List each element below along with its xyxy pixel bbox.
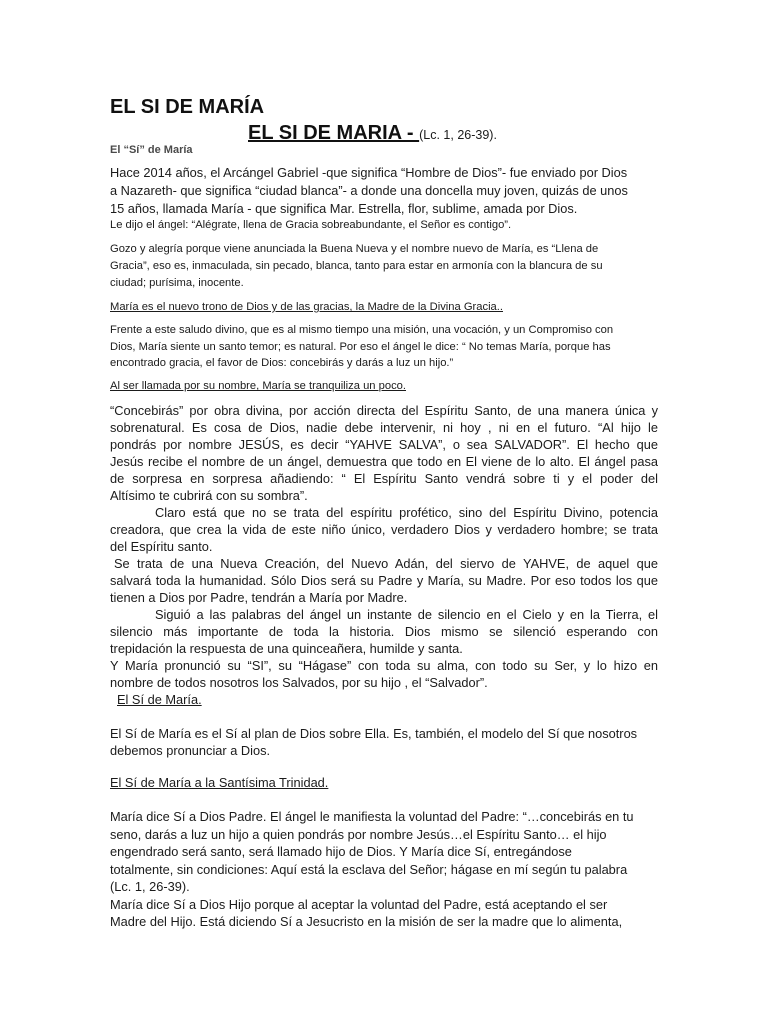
paragraph-line: tienen a Dios por Padre, tendrán a María por Madre.	[110, 590, 408, 605]
paragraph-line: Altísimo te cubrirá con su sombra”.	[110, 488, 308, 503]
paragraph-line: de sorpresa en sorpresa añadiendo: “ El Espíritu Santo vendrá sobre ti y el poder del	[110, 471, 658, 486]
document-title: EL SI DE MARÍA	[110, 96, 265, 118]
paragraph-line: seno, darás a luz un hijo a quien pondrás por nombre Jesús…el Espíritu Santo… el hijo	[110, 826, 607, 842]
section-heading-llamada: Al ser llamada por su nombre, María se tranquiliza un poco.	[110, 380, 406, 392]
paragraph-line: (Lc. 1, 26-39).	[110, 879, 190, 894]
paragraph-line: El Sí de María es el Sí al plan de Dios sobre Ella. Es, también, el modelo del Sí que nosotros	[110, 726, 638, 741]
angel-quote: Le dijo el ángel: “Alégrate, llena de Gracia sobreabundante, el Señor es contigo”.	[110, 219, 512, 231]
paragraph-line: 15 años, llamada María - que significa Mar. Estrella, flor, sublime, amada por Dios.	[110, 201, 578, 216]
paragraph-line: Madre del Hijo. Está diciendo Sí a Jesucristo en la misión de ser la madre que lo alimenta,	[110, 914, 623, 929]
section-heading-trono: María es el nuevo trono de Dios y de las gracias, la Madre de la Divina Gracia..	[110, 301, 503, 313]
paragraph-line: creadora, que crea la vida de este niño único, verdadero Dios y verdadero hombre; se trata	[110, 522, 658, 537]
paragraph-line: Dios, María siente un santo temor; es natural. Por eso el ángel le dice: “ No temas María, porque has	[110, 341, 611, 353]
heading-main: EL SI DE MARIA -	[248, 122, 420, 144]
paragraph-line: María dice Sí a Dios Padre. El ángel le manifiesta la voluntad del Padre: “…concebirás en tu	[110, 809, 634, 824]
paragraph-line: silencio más importante de toda la historia. Dios mismo se silenció esperando con	[110, 624, 658, 639]
paragraph-line: Gracia”, eso es, inmaculada, sin pecado, blanca, tanto para estar en armonía con la blancura de su	[110, 260, 603, 272]
paragraph-line: a Nazareth- que significa “ciudad blanca”- a donde una doncella muy joven, quizás de unos	[110, 183, 628, 198]
paragraph-line: salvará toda la humanidad. Sólo Dios será su Padre y María, su Madre. Por eso todos los que	[110, 573, 658, 588]
paragraph-line: sobrenatural. Es cosa de Dios, nadie debe intervenir, ni hoy , ni en el futuro. “Al hijo le	[110, 420, 658, 435]
paragraph-line: engendrado será santo, será llamado hijo de Dios. Y María dice Sí, entregándose	[110, 844, 572, 859]
paragraph-line: Hace 2014 años, el Arcángel Gabriel -que significa “Hombre de Dios”- fue enviado por Dios	[110, 165, 628, 180]
paragraph-line: encontrado gracia, el favor de Dios: concebirás y darás a luz un hijo.”	[110, 357, 454, 369]
paragraph-line: Y María pronunció su “SI”, su “Hágase” con toda su alma, con todo su Ser, y lo hizo en	[110, 658, 658, 673]
paragraph-line: debemos pronunciar a Dios.	[110, 743, 271, 758]
paragraph-line: María dice Sí a Dios Hijo porque al aceptar la voluntad del Padre, está aceptando el ser	[110, 896, 608, 912]
paragraph-line: trepidación la respuesta de una quinceañera, humilde y santa.	[110, 641, 463, 656]
paragraph-line: Siguió a las palabras del ángel un instante de silencio en el Cielo y en la Tierra, el	[155, 607, 658, 622]
paragraph-line: Gozo y alegría porque viene anunciada la Buena Nueva y el nombre nuevo de María, es “Llena de	[110, 243, 599, 255]
paragraph-line: del Espíritu santo.	[110, 539, 213, 554]
paragraph-line: Claro está que no se trata del espíritu profético, sino del Espíritu Divino, potencia	[155, 505, 658, 520]
paragraph-line: Se trata de una Nueva Creación, del Nuevo Adán, del siervo de YAHVE, de aquel que	[114, 556, 658, 571]
paragraph-line: nombre de todos nosotros los Salvados, por su hijo , el “Salvador”.	[110, 675, 488, 690]
section-heading-trinidad: El Sí de María a la Santísima Trinidad.	[110, 775, 329, 790]
paragraph-line: Jesús recibe el nombre de un ángel, demuestra que todo en El viene de lo alto. El ángel pasa	[110, 454, 658, 469]
section-heading-si: El Sí de María.	[117, 692, 202, 707]
paragraph-line: totalmente, sin condiciones: Aquí está la esclava del Señor; hágase en mí según tu palabra	[110, 861, 628, 877]
heading-reference: (Lc. 1, 26-39).	[419, 128, 497, 142]
paragraph-line: pondrás por nombre JESÚS, es decir “YAHVE SALVA”, o sea SALVADOR”. El hecho que	[110, 437, 658, 452]
paragraph-line: Frente a este saludo divino, que es al mismo tiempo una misión, una vocación, y un Compromiso con	[110, 324, 614, 336]
subheading: El “Sí” de María	[110, 144, 193, 156]
paragraph-line: “Concebirás” por obra divina, por acción directa del Espíritu Santo, de una manera única y	[110, 403, 658, 418]
paragraph-line: ciudad; purísima, inocente.	[110, 277, 244, 289]
